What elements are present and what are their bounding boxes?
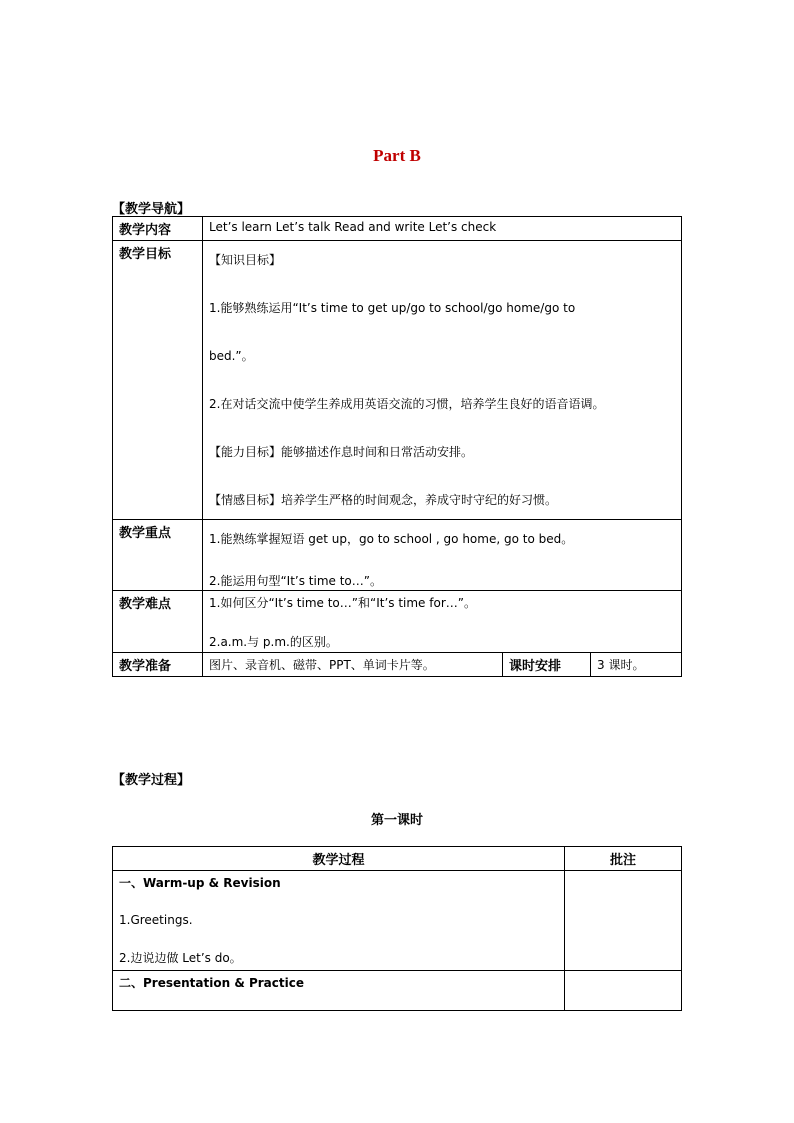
goal-line: 【能力目标】能够描述作息时间和日常活动安排。 [209, 445, 474, 459]
step2-notes-cell [565, 971, 682, 1011]
lesson-title: 第一课时 [370, 813, 423, 828]
difficult-point-line: 1.如何区分“It’s time to…”和“It’s time for…”。 [209, 596, 476, 610]
step2-title: 二、Presentation & Practice [119, 976, 304, 990]
hours-value: 3 课时。 [591, 653, 682, 677]
notes-column-header: 批注 [565, 847, 682, 871]
goal-line: 【知识目标】 [209, 253, 282, 267]
difficult-point-line: 2.a.m.与 p.m.的区别。 [209, 635, 338, 649]
difficult-points-header: 教学难点 [113, 591, 203, 653]
table-row [113, 520, 682, 591]
goal-line: 2.在对话交流中使学生养成用英语交流的习惯，培养学生良好的语音语调。 [209, 397, 605, 411]
goal-line: bed.”。 [209, 349, 254, 363]
step1-notes-cell [565, 871, 682, 971]
key-point-line: 2.能运用句型“It’s time to…”。 [209, 574, 382, 588]
process-column-header: 教学过程 [113, 847, 565, 871]
teaching-navigation-label: 【教学导航】 [112, 202, 191, 217]
page-title: Part B [373, 146, 421, 165]
table-row [113, 871, 682, 971]
step1-item: 2.边说边做 Let’s do。 [119, 951, 242, 965]
content-value: Let’s learn Let’s talk Read and write Let’s check [203, 217, 682, 241]
goal-line: 【情感目标】培养学生严格的时间观念，养成守时守纪的好习惯。 [209, 493, 558, 507]
teaching-process-table [112, 846, 682, 1011]
hours-header: 课时安排 [503, 653, 591, 677]
teaching-navigation-table [112, 216, 682, 677]
content-header: 教学内容 [113, 217, 203, 241]
table-row [113, 971, 682, 1011]
goal-line: 1.能够熟练运用“It’s time to get up/go to school/go home/go to [209, 301, 576, 315]
key-points-header: 教学重点 [113, 520, 203, 591]
table-row [113, 591, 682, 653]
step1-item: 1.Greetings. [119, 913, 193, 927]
table-row [113, 217, 682, 241]
preparation-value: 图片、录音机、磁带、PPT、单词卡片等。 [203, 653, 503, 677]
step1-title: 一、Warm-up & Revision [119, 876, 281, 890]
step2-cell [113, 971, 565, 1011]
preparation-header: 教学准备 [113, 653, 203, 677]
key-point-line: 1.能熟练掌握短语 get up，go to school , go home, go to bed。 [209, 532, 574, 546]
difficult-points-cell [203, 591, 682, 653]
teaching-process-label: 【教学过程】 [112, 773, 191, 788]
table-row [113, 847, 682, 871]
goals-header: 教学目标 [113, 241, 203, 520]
table-row [113, 241, 682, 520]
goals-cell [203, 241, 682, 520]
table-row [113, 653, 682, 677]
key-points-cell [203, 520, 682, 591]
step1-cell [113, 871, 565, 971]
